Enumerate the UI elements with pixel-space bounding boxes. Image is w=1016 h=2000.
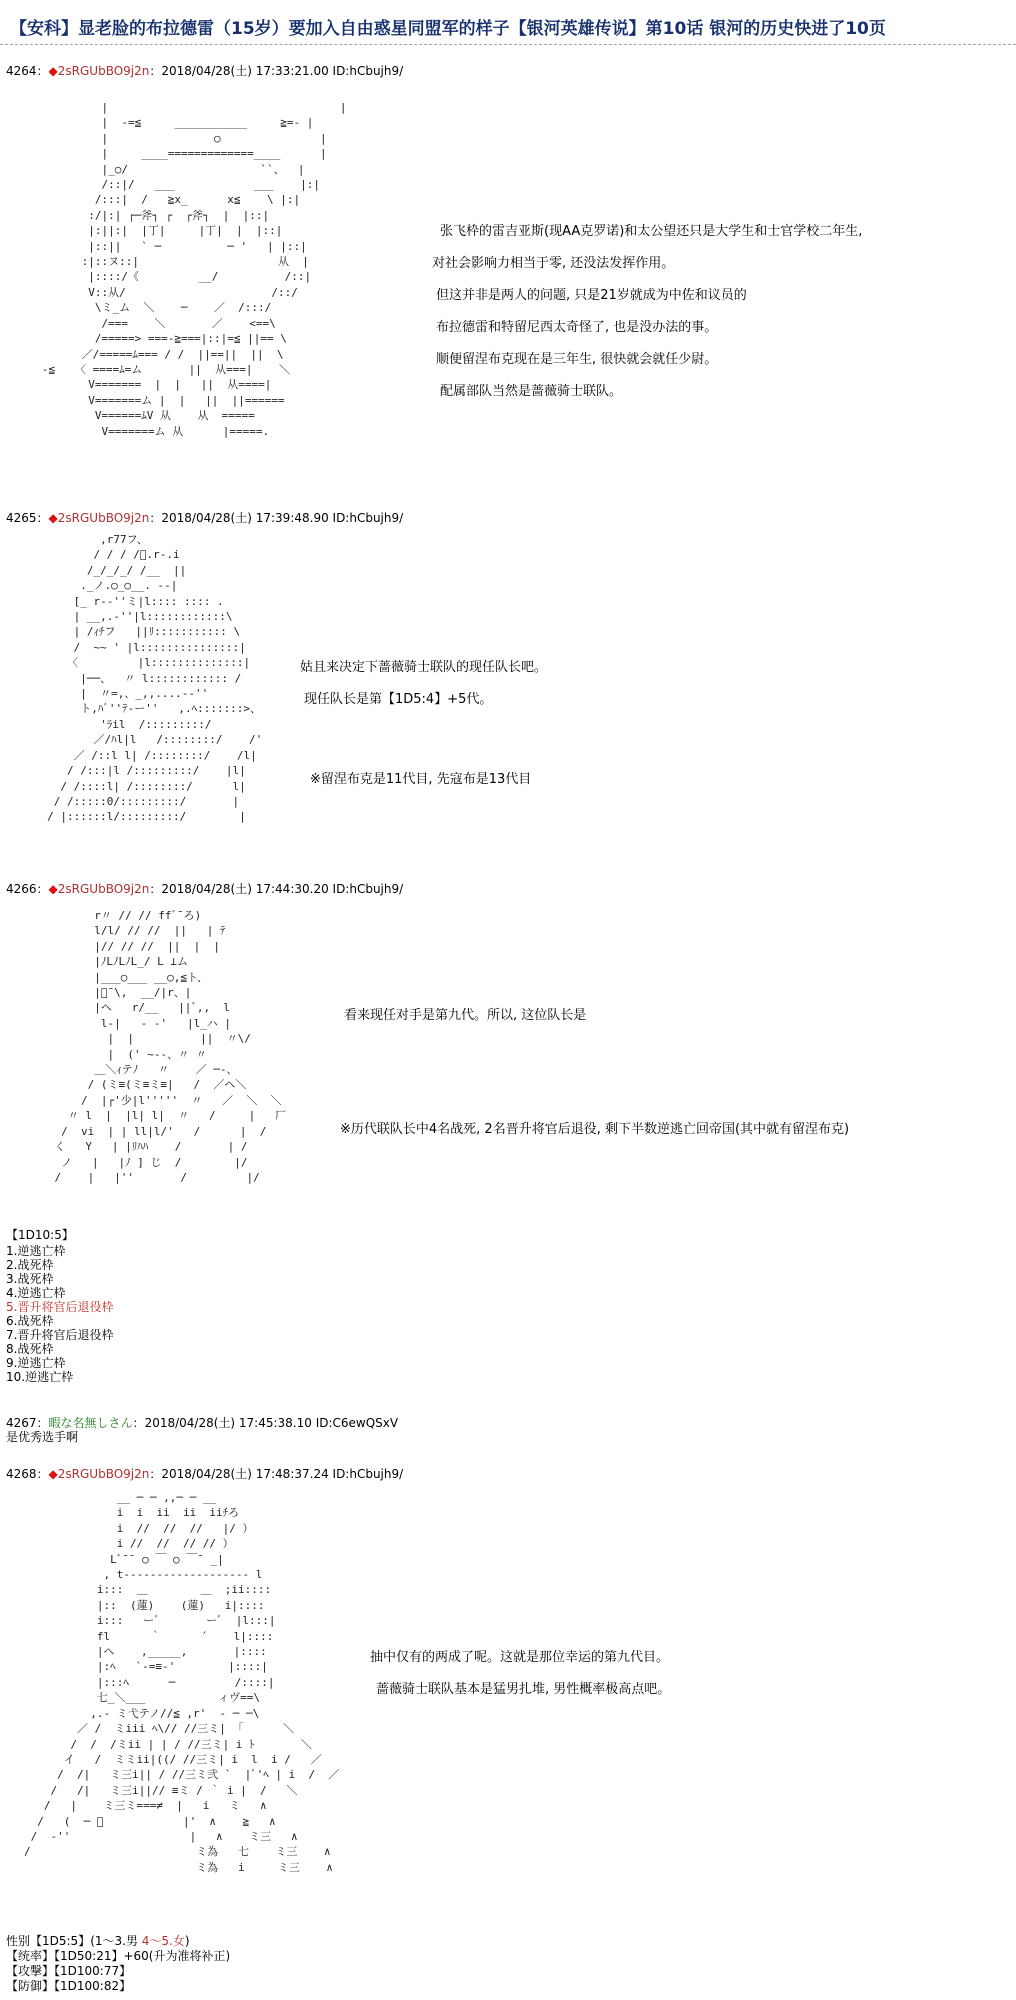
post-number[interactable]: 4268： <box>6 1467 49 1481</box>
poster-name: 2sRGUbBO9j2n <box>57 64 150 78</box>
post-header-4264 <box>6 62 403 79</box>
stat-command: 【统率】【1D50:21】+60(升为准将补正) <box>6 1949 231 1963</box>
stat-defense: 【防御】【1D100:82】 <box>6 1979 132 1993</box>
roll-item: 7.晋升将官后退役枠 <box>6 1328 114 1342</box>
post-line: 配属部队当然是蔷薇骑士联队。 <box>440 384 623 399</box>
poster-name: 2sRGUbBO9j2n <box>57 1467 150 1481</box>
trip-diamond-icon: ◆ <box>48 1467 58 1481</box>
trip-diamond-icon: ◆ <box>48 64 58 78</box>
post-number[interactable]: 4265： <box>6 511 49 525</box>
ascii-art-figure-1: | | | -=≦ ___________ ≧=- | | ○ | | ____=============____ | |_○/ ``、 | /::|/ ___ ___ |:| /:::| / ≧x_ x≦ \ |:| :/|:| ┌─斧┐ ┌ ┌斧┐ | |::| |:||:| |丁| |丁| | |::| |::|| ` ─ ─ ' | |::| :|::ヌ::| 从 | |::::/《 __/ /::| V::从/ /::/ \ミ_ム ＼ ─ ／ /:::/ /=== ＼ ／ <==\ /=====> ===-≧===|::|=≦ ||== \ ／/=====ﾑ=== / / ||==|| || \ -≦ 〈 ====ﾑ=ム || 从===| ＼ V======= | | || 从====| V=======ム | | || ||====== V======ﾑV 从 从 ===== V=======ム 从 |=====. <box>41 101 347 438</box>
post-number[interactable]: 4266： <box>6 882 49 896</box>
post-line: 现任队长是第【1D5:4】+5代。 <box>304 692 493 707</box>
post-line: 是优秀选手啊 <box>6 1430 79 1444</box>
post-line: 看来现任对手是第九代。所以, 这位队长是 <box>344 1008 587 1023</box>
poster-name: 2sRGUbBO9j2n <box>57 511 150 525</box>
post-line: ※历代联队长中4名战死, 2名晋升将官后退役, 剩下半数逆逃亡回帝国(其中就有留涅布克) <box>340 1122 850 1137</box>
post-line: 张飞枠的雷吉亚斯(现AA克罗诺)和太公望还只是大学生和士官学校二年生, <box>440 224 863 239</box>
post-line: 抽中仅有的两成了呢。这就是那位幸运的第九代目。 <box>370 1650 670 1665</box>
post-line: 但这并非是两人的问题, 只是21岁就成为中佐和议员的 <box>436 288 747 303</box>
roll-item: 9.逆逃亡枠 <box>6 1356 66 1370</box>
post-line: 顺便留涅布克现在是三年生, 很快就会就任少尉。 <box>436 352 718 367</box>
post-header-4266 <box>6 880 403 897</box>
trip-diamond-icon: ◆ <box>48 882 58 896</box>
post-line: 姑且来决定下蔷薇骑士联队的现任队长吧。 <box>300 660 548 675</box>
ascii-art-figure-3: r〃 // // ffﾞ¯ろ) l/l/ // // || | ﾃ |// // // || | | |ﾉLﾉLﾉL_/ L ⊥ム |___○___ __○,≦ト、 |ﾞ¯\, __/|r、| |ヘ r/__ ||ﾞ,, l l-| ‐ ‐' |l_ハ | | | || 〃\/ | (' ~‐-、〃 〃 ＿＼ｨテﾉ 〃 ／ ─-、 / (ミ≡(ミ≡ミ≡| / ／ヘ＼ / |┌'少|l''''' 〃 ／ ＼ ＼ 〃 l | |l| l| 〃 / | 厂 / vi | | ll|l/' / | / く Y | |ﾘﾊﾊ / | / ノ | |ﾉ ] じ / |/ / | |'' / |/ <box>54 909 287 1184</box>
stat-gender: 性别【1D5:5】(1～3.男 4～5.女) <box>6 1934 190 1948</box>
roll-item: 3.战死枠 <box>6 1272 54 1286</box>
post-number[interactable]: 4267： <box>6 1416 49 1430</box>
post-header-4267 <box>6 1414 398 1431</box>
roll-item: 6.战死枠 <box>6 1314 54 1328</box>
thread-title: 【安科】显老脸的布拉德雷（15岁）要加入自由惑星同盟军的样子【银河英雄传说】第10话 银河的历史快进了10页 <box>10 19 886 39</box>
roll-item: 1.逆逃亡枠 <box>6 1244 66 1258</box>
post-meta: ：2018/04/28(土) 17:33:21.00 ID:hCbujh9/ <box>149 64 404 78</box>
post-header-4265 <box>6 509 403 526</box>
roll-item: 4.逆逃亡枠 <box>6 1286 66 1300</box>
title-divider <box>0 44 1016 45</box>
roll-item: 10.逆逃亡枠 <box>6 1370 74 1384</box>
ascii-art-figure-2: ,r77フ、 / / / /ﾞ.r-.i /_/_/_/ /__ || ._ノ.○_○__. ‐-| [_ r‐‐''ミ|l:::: :::: . | __,.‐''|l::::::::::::\ | /ｨﾁフ ||ﾘ::::::::::: \ / ~~ ' |l:::::::::::::::| 〈 |l::::::::::::::| |──、 〃 l:::::::::::: / | 〃=,、_,,....-‐'' ト,ﾊﾞ''ﾃ‐ー'' ,.ﾍ:::::::>、 'ﾗil /:::::::::/ ／/ﾊl|l /::::::::/ /' ／ /::l l| /::::::::/ /l| / /:::|l /:::::::::/ |l| / /::::l| /::::::::/ l| / /:::::0/:::::::::/ | / |::::::l/:::::::::/ | <box>47 533 263 824</box>
ascii-art-figure-4: __ ─ ─ ,,─ ─ __ i i ii ii iiﾁろ i // // // |/ ） i // // // // ） Lﾞ¯¯ ○ ￣ ○ ￣¯ _| , t‐‐‐‐‐‐‐‐‐‐‐‐‐‐‐‐‐‐‐ l i::: ＿ ＿ ;ii:::: |:: (蓮) (蓮) i|:::: i::: ーﾞ ーﾞ |l:::| fl ｀ ´ l|:::: |ヘ ,_____, |:::: |:ﾍ `‐=≡‐' |::::| |:::ﾍ ─ /::::| 七_＼___ ィヴ==\ ,.- ミ弋テノ//≦ ,r' ‐ ─ ─\ ／ / ミiii ﾍ\// //三ミ| 「 ＼ / / /ミii | | / //三ミ| i ﾄ ＼ イ / ミミii|((/ //三ミ| i l i / ／ / /| ミ三i|| / //三ミ弐 ` |ﾞ'ﾍ | i / ／ / /| ミ三i||// ≡ミ / ｀ i | / ＼ / | ミ三ミ===≠ | i ミ ∧ / ( ─ ﾞ |' ∧ ≧ ∧ / ‐'' | ∧ ミ三 ∧ / ミ為 七 ミ三 ∧ ミ為 i ミ三 ∧ <box>24 1491 340 1874</box>
post-meta: ：2018/04/28(土) 17:48:37.24 ID:hCbujh9/ <box>149 1467 404 1481</box>
post-number[interactable]: 4264： <box>6 64 49 78</box>
roll-item-selected: 5.晋升将官后退役枠 <box>6 1300 114 1314</box>
trip-diamond-icon: ◆ <box>48 511 58 525</box>
poster-name: 暇な名無しさん <box>48 1416 133 1430</box>
roll-header: 【1D10:5】 <box>6 1228 74 1242</box>
post-meta: ：2018/04/28(土) 17:39:48.90 ID:hCbujh9/ <box>149 511 404 525</box>
post-line: 布拉德雷和特留尼西太奇怪了, 也是没办法的事。 <box>436 320 718 335</box>
post-line: ※留涅布克是11代目, 先寇布是13代目 <box>310 772 532 787</box>
roll-item: 2.战死枠 <box>6 1258 54 1272</box>
roll-item: 8.战死枠 <box>6 1342 54 1356</box>
post-meta: ：2018/04/28(土) 17:45:38.10 ID:C6ewQSxV <box>132 1416 399 1430</box>
stat-attack: 【攻撃】【1D100:77】 <box>6 1964 132 1978</box>
post-line: 对社会影响力相当于零, 还没法发挥作用。 <box>432 256 675 271</box>
post-line: 蔷薇骑士联队基本是猛男扎堆, 男性概率极高点吧。 <box>376 1682 671 1697</box>
poster-name: 2sRGUbBO9j2n <box>57 882 150 896</box>
post-header-4268 <box>6 1465 403 1482</box>
post-meta: ：2018/04/28(土) 17:44:30.20 ID:hCbujh9/ <box>149 882 404 896</box>
